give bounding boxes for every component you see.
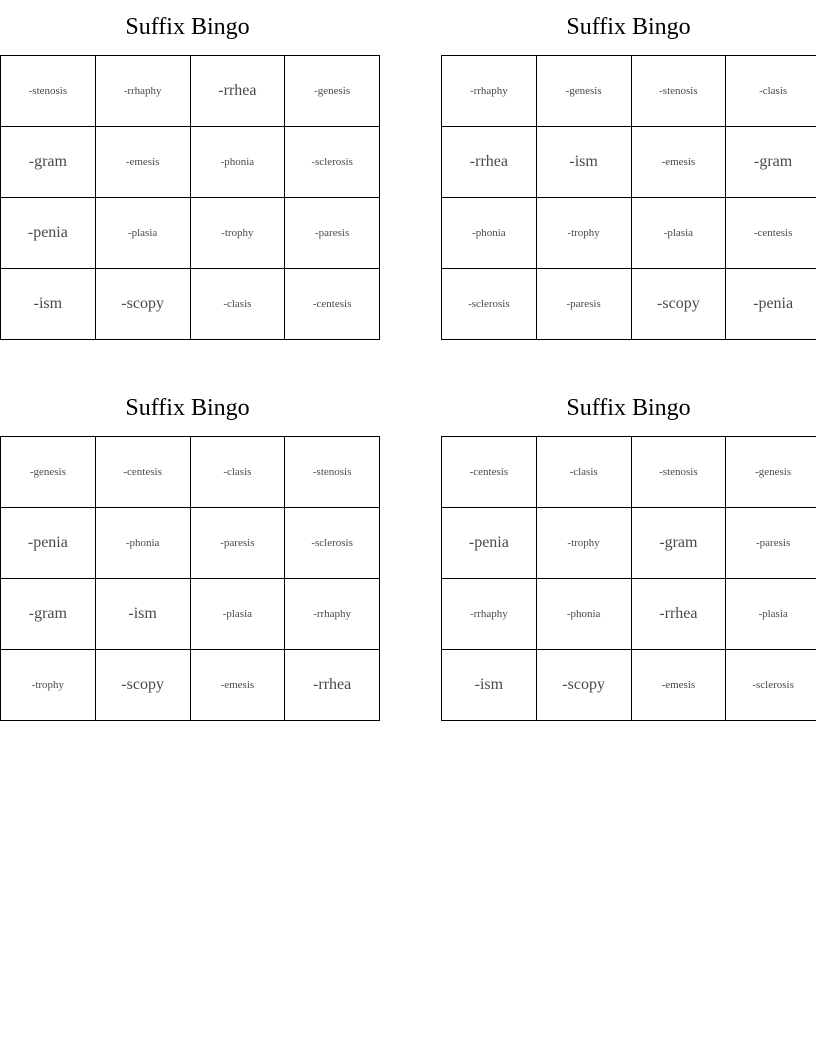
grid-cell: -phonia <box>95 508 190 579</box>
grid-cell: -stenosis <box>285 437 380 508</box>
card-title: Suffix Bingo <box>125 395 250 421</box>
bingo-grid <box>0 436 380 721</box>
grid-cell: -ism <box>1 269 96 340</box>
grid-cell: -centesis <box>726 198 816 269</box>
grid-cell: -plasia <box>190 579 285 650</box>
grid-cell: -emesis <box>95 127 190 198</box>
grid-cell: -rrhea <box>285 650 380 721</box>
grid-cell: -genesis <box>285 56 380 127</box>
grid-cell: -gram <box>1 127 96 198</box>
grid-cell: -sclerosis <box>285 127 380 198</box>
bingo-card <box>0 381 375 721</box>
grid-cell: -centesis <box>95 437 190 508</box>
grid-cell: -ism <box>442 650 537 721</box>
grid-row <box>442 437 816 508</box>
grid-cell: -plasia <box>631 198 726 269</box>
grid-cell: -plasia <box>95 198 190 269</box>
grid-cell: -rrhea <box>190 56 285 127</box>
grid-cell: -paresis <box>536 269 631 340</box>
bingo-card <box>0 0 375 340</box>
grid-cell: -trophy <box>1 650 96 721</box>
grid-row <box>1 650 380 721</box>
grid-cell: -emesis <box>631 127 726 198</box>
grid-cell: -rrhea <box>442 127 537 198</box>
grid-cell: -clasis <box>536 437 631 508</box>
grid-cell: -phonia <box>442 198 537 269</box>
card-title: Suffix Bingo <box>125 14 250 40</box>
grid-row <box>442 56 816 127</box>
grid-row <box>1 269 380 340</box>
grid-row <box>1 437 380 508</box>
bingo-grid <box>441 55 816 340</box>
grid-cell: -genesis <box>726 437 816 508</box>
grid-cell: -stenosis <box>631 56 726 127</box>
grid-cell: -stenosis <box>631 437 726 508</box>
grid-cell: -penia <box>442 508 537 579</box>
grid-cell: -emesis <box>190 650 285 721</box>
grid-row <box>1 56 380 127</box>
grid-cell: -scopy <box>631 269 726 340</box>
grid-cell: -clasis <box>726 56 816 127</box>
grid-row <box>1 508 380 579</box>
grid-cell: -ism <box>95 579 190 650</box>
grid-cell: -clasis <box>190 437 285 508</box>
grid-cell: -sclerosis <box>442 269 537 340</box>
grid-row <box>1 579 380 650</box>
grid-cell: -penia <box>1 508 96 579</box>
grid-row <box>442 269 816 340</box>
grid-cell: -gram <box>631 508 726 579</box>
grid-cell: -emesis <box>631 650 726 721</box>
bingo-card <box>441 381 816 721</box>
grid-row <box>1 127 380 198</box>
grid-cell: -paresis <box>190 508 285 579</box>
grid-cell: -gram <box>726 127 816 198</box>
grid-cell: -centesis <box>442 437 537 508</box>
grid-cell: -stenosis <box>1 56 96 127</box>
grid-cell: -rrhaphy <box>285 579 380 650</box>
grid-cell: -centesis <box>285 269 380 340</box>
grid-cell: -trophy <box>536 508 631 579</box>
grid-cell: -phonia <box>536 579 631 650</box>
grid-cell: -penia <box>1 198 96 269</box>
grid-cell: -plasia <box>726 579 816 650</box>
grid-cell: -ism <box>536 127 631 198</box>
grid-cell: -phonia <box>190 127 285 198</box>
grid-cell: -genesis <box>536 56 631 127</box>
grid-cell: -sclerosis <box>285 508 380 579</box>
grid-cell: -rrhaphy <box>442 56 537 127</box>
grid-cell: -scopy <box>95 269 190 340</box>
grid-row <box>442 198 816 269</box>
grid-cell: -trophy <box>190 198 285 269</box>
grid-row <box>1 198 380 269</box>
bingo-grid <box>0 55 380 340</box>
grid-cell: -trophy <box>536 198 631 269</box>
grid-cell: -gram <box>1 579 96 650</box>
grid-cell: -paresis <box>726 508 816 579</box>
grid-cell: -rrhaphy <box>442 579 537 650</box>
grid-cell: -sclerosis <box>726 650 816 721</box>
grid-cell: -clasis <box>190 269 285 340</box>
grid-row <box>442 127 816 198</box>
grid-row <box>442 650 816 721</box>
grid-cell: -penia <box>726 269 816 340</box>
grid-row <box>442 579 816 650</box>
bingo-grid <box>441 436 816 721</box>
card-title: Suffix Bingo <box>566 395 691 421</box>
grid-cell: -scopy <box>95 650 190 721</box>
grid-cell: -rrhea <box>631 579 726 650</box>
grid-row <box>442 508 816 579</box>
grid-cell: -paresis <box>285 198 380 269</box>
grid-cell: -genesis <box>1 437 96 508</box>
grid-cell: -rrhaphy <box>95 56 190 127</box>
grid-cell: -scopy <box>536 650 631 721</box>
card-title: Suffix Bingo <box>566 14 691 40</box>
bingo-card <box>441 0 816 340</box>
